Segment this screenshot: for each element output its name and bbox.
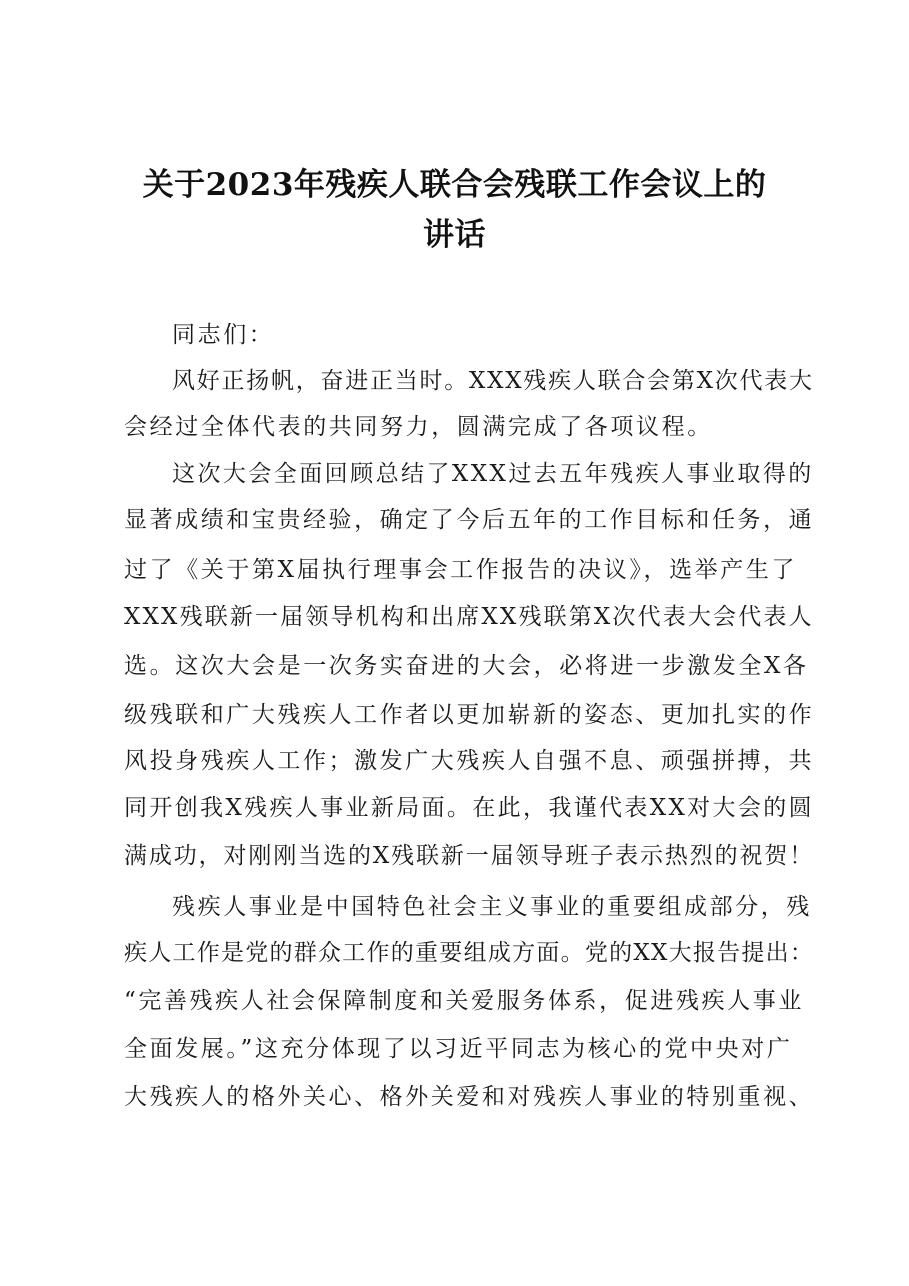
paragraph-line: 这次大会全面回顾总结了XXX过去五年残疾人事业取得的 <box>172 461 814 487</box>
paragraph-line: 残疾人事业是中国特色社会主义事业的重要组成部分，残 <box>172 894 812 920</box>
paragraph-line: 风投身残疾人工作；激发广大残疾人自强不息、顽强拼搏，共 <box>124 748 815 774</box>
paragraph-line: 疾人工作是党的群众工作的重要组成方面。党的XX大报告提出： <box>124 940 815 966</box>
paragraph-line: 选。这次大会是一次务实奋进的大会，必将进一步激发全X各 <box>124 653 809 679</box>
paragraph-line: 会经过全体代表的共同努力，圆满完成了各项议程。 <box>124 414 713 440</box>
paragraph-line: 级残联和广大残疾人工作者以更加崭新的姿态、更加扎实的作 <box>124 702 815 728</box>
paragraph-line: 过了《关于第X届执行理事会工作报告的决议》，选举产生了 <box>124 557 798 583</box>
paragraph-line: 满成功，对刚刚当选的X残联新一届领导班子表示热烈的祝贺！ <box>124 843 815 869</box>
paragraph-line: XXX残联新一届领导机构和出席XX残联第X次代表大会代表人 <box>124 604 814 630</box>
paragraph-line: 显著成绩和宝贵经验，确定了今后五年的工作目标和任务，通 <box>124 507 815 533</box>
document-title-line-1: 关于2023年残疾人联合会残联工作会议上的 <box>142 167 767 203</box>
paragraph-line: 大残疾人的格外关心、格外关爱和对残疾人事业的特别重视、 <box>124 1084 815 1110</box>
document-title-line-2: 讲话 <box>423 217 486 253</box>
paragraph-line: 全面发展。”这充分体现了以习近平同志为核心的党中央对广 <box>124 1036 793 1062</box>
paragraph-line: 同开创我X残疾人事业新局面。在此，我谨代表XX对大会的圆 <box>124 795 814 821</box>
paragraph-line: 风好正扬帆，奋进正当时。XXX残疾人联合会第X次代表大 <box>172 368 814 394</box>
paragraph-line: “完善残疾人社会保障制度和关爱服务体系，促进残疾人事业 <box>124 988 804 1014</box>
salutation-line: 同志们： <box>172 322 275 348</box>
